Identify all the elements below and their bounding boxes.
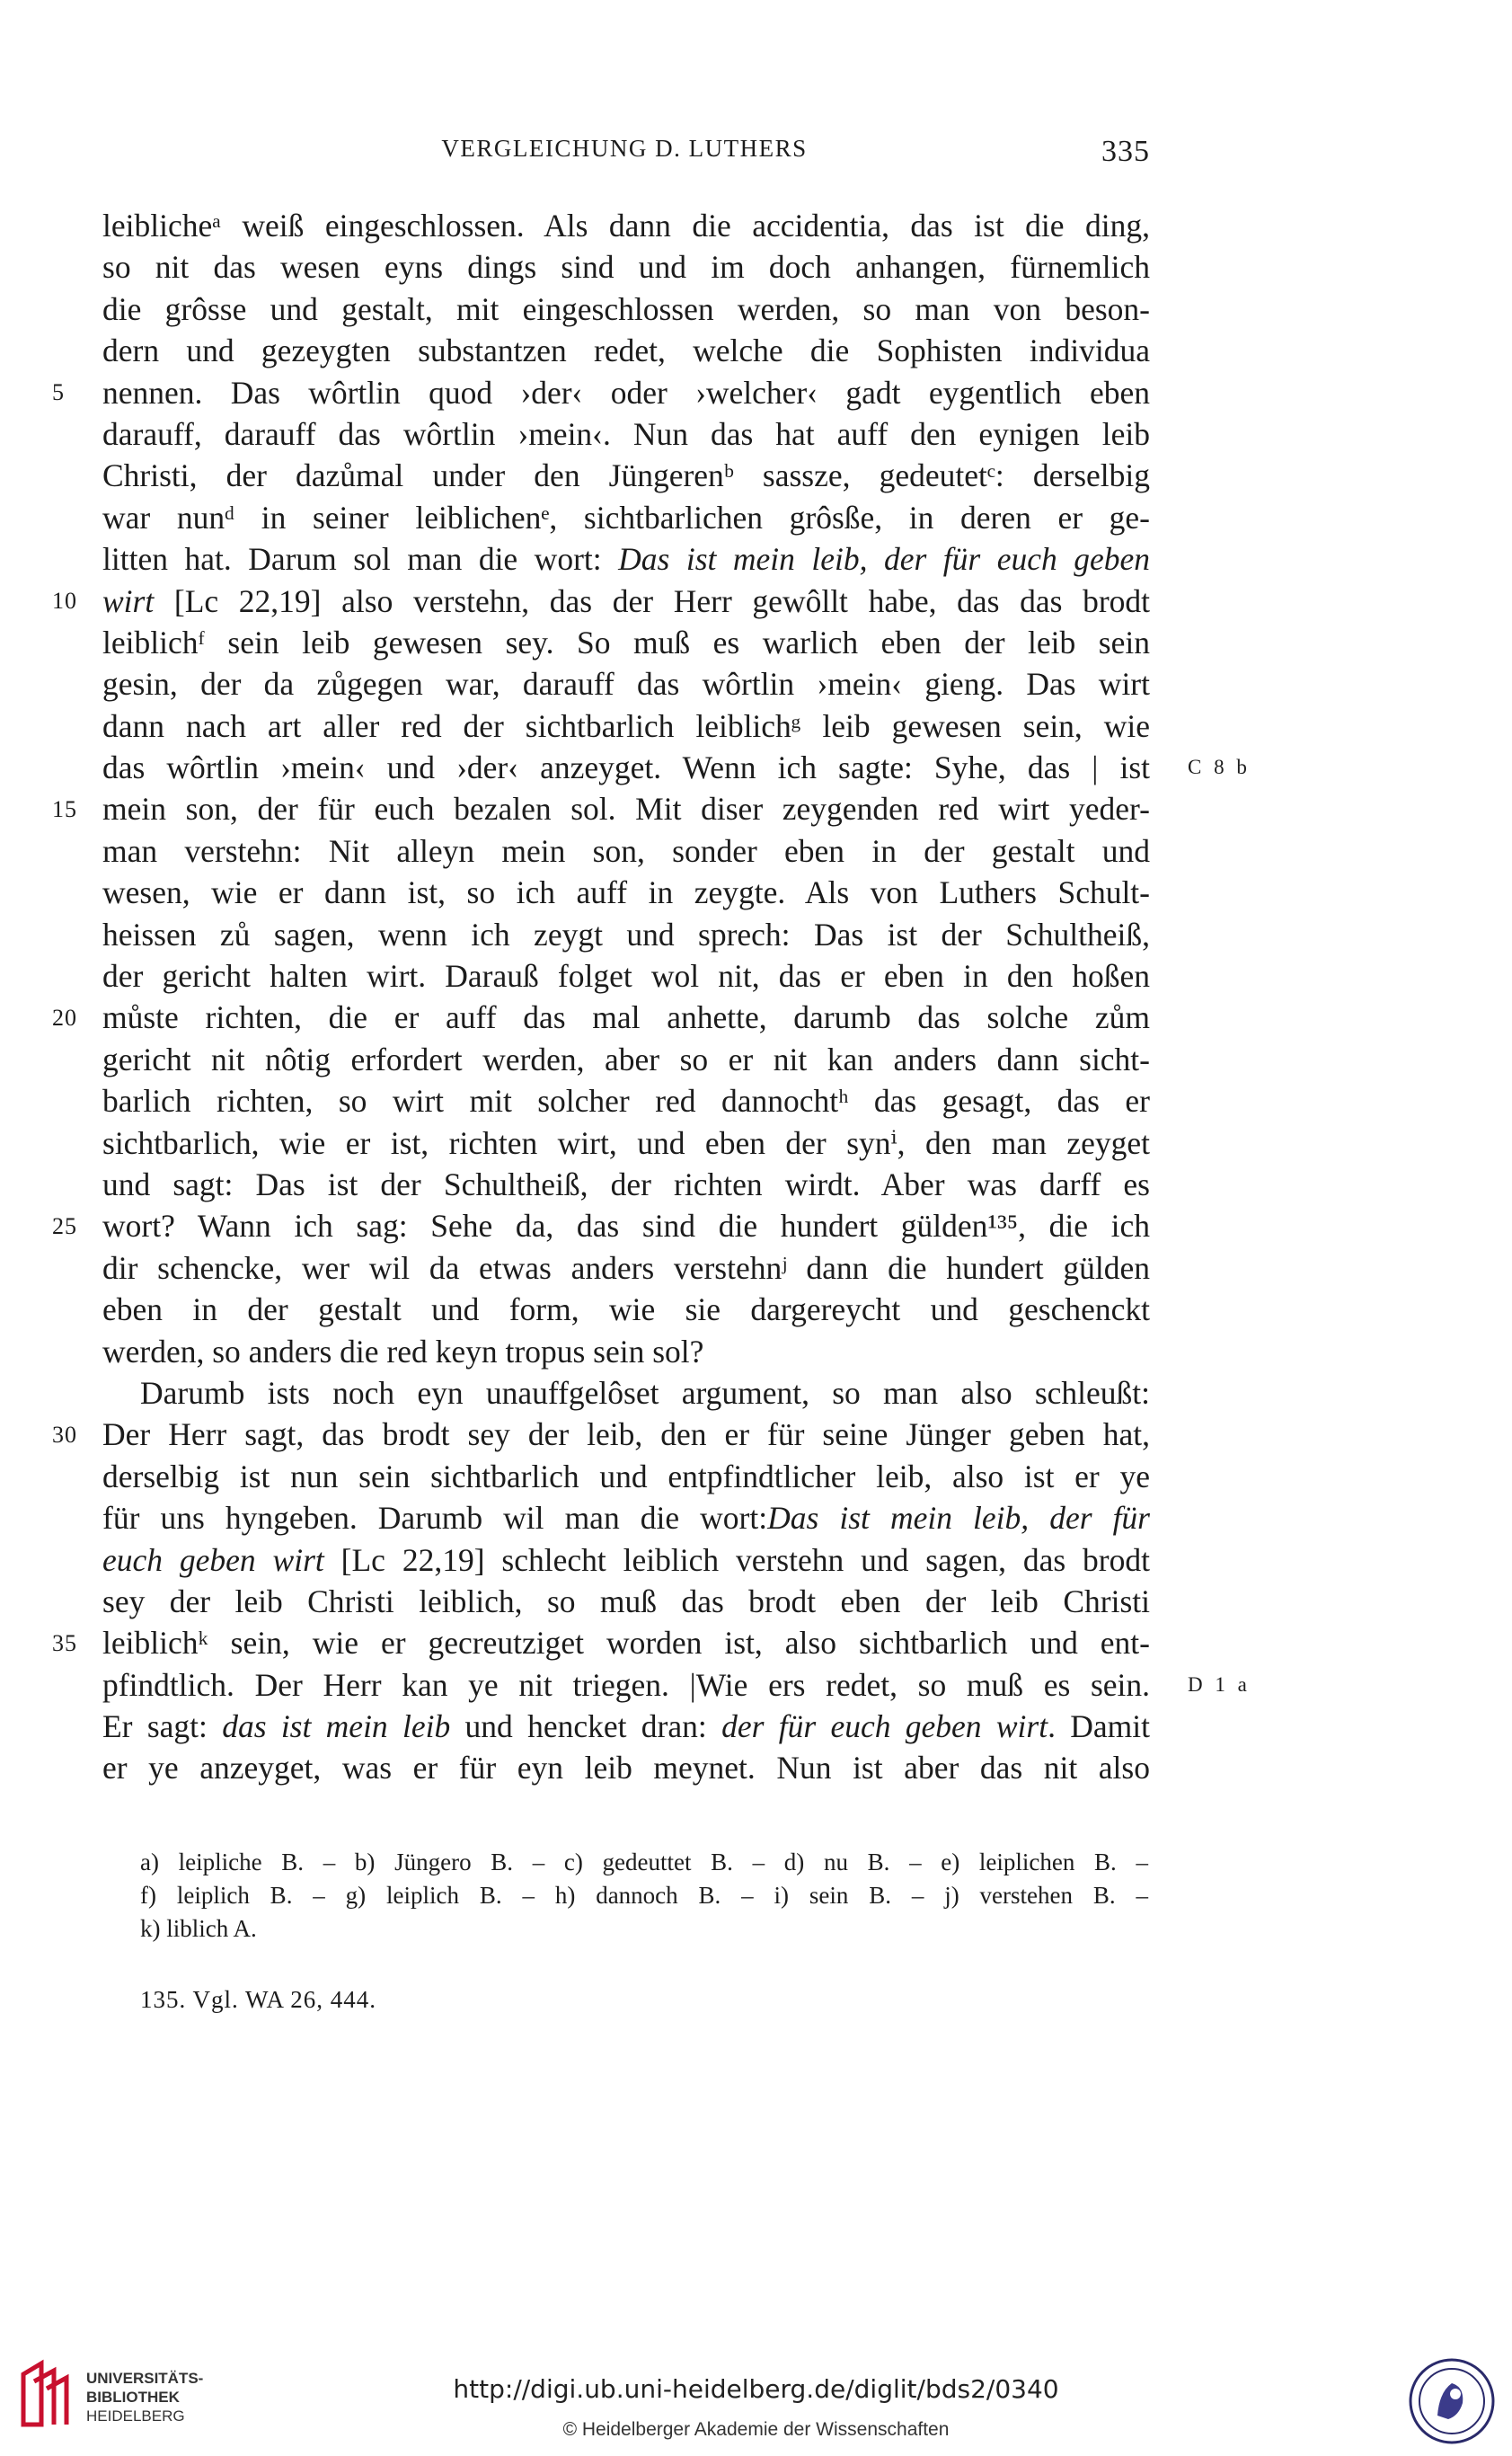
text-line xyxy=(102,663,1150,705)
line-text: wesen, wie er dann ist, so ich auff in zeygte. Als von Luthers Schult- xyxy=(102,874,1150,911)
text-line xyxy=(102,997,1150,1038)
line-text: er ye anzeyget, was er für eyn leib meynet. Nun ist aber das nit also xyxy=(102,1750,1150,1787)
footer xyxy=(0,2349,1512,2456)
line-text: die grôsse und gestalt, mit eingeschlossen werden, so man von beson- xyxy=(102,290,1150,327)
text-line xyxy=(102,1205,1150,1246)
text-line xyxy=(102,830,1150,872)
line-number: 5 xyxy=(52,378,65,405)
library-name-line: UNIVERSITÄTS- xyxy=(86,2370,204,2387)
text-line xyxy=(102,581,1150,622)
text-line xyxy=(102,1664,1150,1706)
line-text: barlich richten, so wirt mit solcher red dannochtʰ das gesagt, das er xyxy=(102,1083,1150,1120)
line-text: derselbig ist nun sein sichtbarlich und entpfindtlicher leib, also ist er ye xyxy=(102,1458,1150,1494)
text-line xyxy=(102,705,1150,747)
text-line xyxy=(102,1039,1150,1080)
page-number: 335 xyxy=(1101,135,1150,168)
line-text: so nit das wesen eyns dings sind und im doch anhangen, fürnemlich xyxy=(102,249,1150,286)
footnote-line: a) leipliche B. – b) Jüngero B. – c) gedeuttet B. – d) nu B. – e) leiplichen B. – xyxy=(140,1849,1148,1875)
line-text: nennen. Das wôrtlin quod ›der‹ oder ›welcher‹ gadt eygentlich eben xyxy=(102,374,1150,411)
line-text: sey der leib Christi leiblich, so muß das brodt eben der leib Christi xyxy=(102,1583,1150,1619)
line-text: Darumb ists noch eyn unauffgelôset argument, so man also schleußt: xyxy=(140,1374,1150,1411)
line-text: sichtbarlich, wie er ist, richten wirt, und eben der synⁱ, den man zeyget xyxy=(102,1124,1150,1161)
text-line xyxy=(102,413,1150,455)
line-number: 20 xyxy=(52,1004,77,1031)
line-text: das wôrtlin ›mein‹ und ›der‹ anzeyget. Wenn ich sagte: Syhe, das | ist xyxy=(102,749,1150,786)
line-text: heissen zů sagen, wenn ich zeygt und sprech: Das ist der Schultheiß, xyxy=(102,916,1150,953)
line-text: můste richten, die er auff das mal anhette, darumb das solche zům xyxy=(102,999,1150,1036)
line-text: war nunᵈ in seiner leiblichenᵉ, sichtbarlichen grôsße, in deren er ge- xyxy=(102,499,1150,536)
text-line xyxy=(102,872,1150,913)
line-text: und sagt: Das ist der Schultheiß, der richten wirdt. Aber was darff es xyxy=(102,1166,1150,1202)
line-text: gericht nit nôtig erfordert werden, aber so er nit kan anders dann sicht- xyxy=(102,1041,1150,1077)
footnote-line: k) liblich A. xyxy=(140,1915,257,1942)
line-text: darauff, darauff das wôrtlin ›mein‹. Nun das hat auff den eynigen leib xyxy=(102,415,1150,452)
text-line xyxy=(102,497,1150,538)
line-text: litten hat. Darum sol man die wort: Das ist mein leib, der für euch geben xyxy=(102,541,1150,578)
text-line xyxy=(102,1164,1150,1205)
text-line xyxy=(102,372,1150,413)
line-number: 15 xyxy=(52,795,77,822)
permalink-url[interactable]: http://digi.ub.uni-heidelberg.de/diglit/bds2/0340 xyxy=(453,2374,1059,2404)
line-number: 25 xyxy=(52,1212,77,1239)
endnote: 135. Vgl. WA 26, 444. xyxy=(140,1986,377,2013)
signature-mark: D 1 a xyxy=(1188,1673,1251,1696)
line-text: eben in der gestalt und form, wie sie dargereycht und geschenckt xyxy=(102,1291,1150,1328)
text-line xyxy=(102,1497,1150,1538)
library-name-line: HEIDELBERG xyxy=(86,2407,185,2425)
line-text: leiblichᵏ sein, wie er gecreutziget worden ist, also sichtbarlich und ent- xyxy=(102,1625,1150,1662)
text-line xyxy=(102,747,1150,788)
line-text: pfindtlich. Der Herr kan ye nit triegen. |Wie ers redet, so muß es sein. xyxy=(102,1666,1150,1703)
text-line xyxy=(102,1622,1150,1663)
line-text: werden, so anders die red keyn tropus sein sol? xyxy=(102,1333,704,1370)
text-line xyxy=(102,1539,1150,1581)
running-title: VERGLEICHUNG D. LUTHERS xyxy=(441,135,808,162)
line-text: Der Herr sagt, das brodt sey der leib, den er für seine Jünger geben hat, xyxy=(102,1416,1150,1453)
line-text: Er sagt: das ist mein leib und hencket dran: der für euch geben wirt. Damit xyxy=(102,1708,1151,1745)
text-line xyxy=(102,1080,1150,1122)
text-line xyxy=(102,205,1150,246)
copyright-notice: © Heidelberger Akademie der Wissenschaften xyxy=(562,2419,950,2440)
text-line xyxy=(102,1331,1150,1372)
text-line xyxy=(102,330,1150,371)
line-text: euch geben wirt [Lc 22,19] schlecht leiblich verstehn und sagen, das brodt xyxy=(102,1541,1150,1578)
line-text: leiblichᶠ sein leib gewesen sey. So muß es warlich eben der leib sein xyxy=(102,624,1150,661)
text-line xyxy=(102,955,1150,997)
line-text: der gericht halten wirt. Darauß folget wol nit, das er eben in den hoßen xyxy=(102,958,1150,995)
text-line xyxy=(102,1122,1150,1164)
line-text: wort? Wann ich sag: Sehe da, das sind die hundert gülden¹³⁵, die ich xyxy=(102,1208,1150,1245)
text-line xyxy=(102,1747,1150,1788)
critical-apparatus xyxy=(140,1846,1148,1946)
line-text: für uns hyngeben. Darumb wil man die wort:Das ist mein leib, der für xyxy=(102,1500,1150,1537)
footnote-line: f) leiplich B. – g) leiplich B. – h) dannoch B. – i) sein B. – j) verstehen B. – xyxy=(140,1882,1148,1909)
text-line xyxy=(102,1456,1150,1497)
line-text: mein son, der für euch bezalen sol. Mit diser zeygenden red wirt yeder- xyxy=(102,791,1150,828)
line-text: wirt [Lc 22,19] also verstehn, das der Herr gewôllt habe, das das brodt xyxy=(102,582,1150,619)
text-line xyxy=(102,1289,1150,1330)
text-line xyxy=(102,1581,1150,1622)
library-name-line: BIBLIOTHEK xyxy=(86,2389,180,2406)
line-number: 10 xyxy=(52,587,77,614)
text-line xyxy=(102,288,1150,330)
line-number: 35 xyxy=(52,1629,77,1656)
text-line xyxy=(102,455,1150,496)
text-line xyxy=(102,246,1150,288)
line-number: 30 xyxy=(52,1421,77,1448)
body-text xyxy=(102,205,1150,1789)
line-text: Christi, der dazůmal under den Jüngerenᵇ sassze, gedeutetᶜ: derselbig xyxy=(102,457,1150,494)
line-text: gesin, der da zůgegen war, darauff das wôrtlin ›mein‹ gieng. Das wirt xyxy=(102,666,1150,703)
heidelberg-academy-seal-icon[interactable] xyxy=(1407,2356,1497,2446)
text-line xyxy=(102,1414,1150,1455)
line-text: dann nach art aller red der sichtbarlich leiblichᵍ leib gewesen sein, wie xyxy=(102,707,1150,744)
text-line xyxy=(102,1706,1150,1747)
signature-mark: C 8 b xyxy=(1188,756,1251,779)
text-line xyxy=(102,788,1150,829)
line-text: dir schencke, wer wil da etwas anders verstehnʲ dann die hundert gülden xyxy=(102,1249,1150,1286)
text-line xyxy=(102,622,1150,663)
text-line xyxy=(102,538,1150,580)
line-text: dern und gezeygten substantzen redet, welche die Sophisten individua xyxy=(102,332,1150,369)
text-line xyxy=(102,1247,1150,1289)
text-line xyxy=(102,914,1150,955)
text-line xyxy=(102,1372,1150,1414)
line-text: man verstehn: Nit alleyn mein son, sonder eben in der gestalt und xyxy=(102,832,1150,869)
running-head xyxy=(99,135,1150,171)
line-text: leiblicheᵃ weiß eingeschlossen. Als dann die accidentia, das ist die ding, xyxy=(102,208,1150,244)
